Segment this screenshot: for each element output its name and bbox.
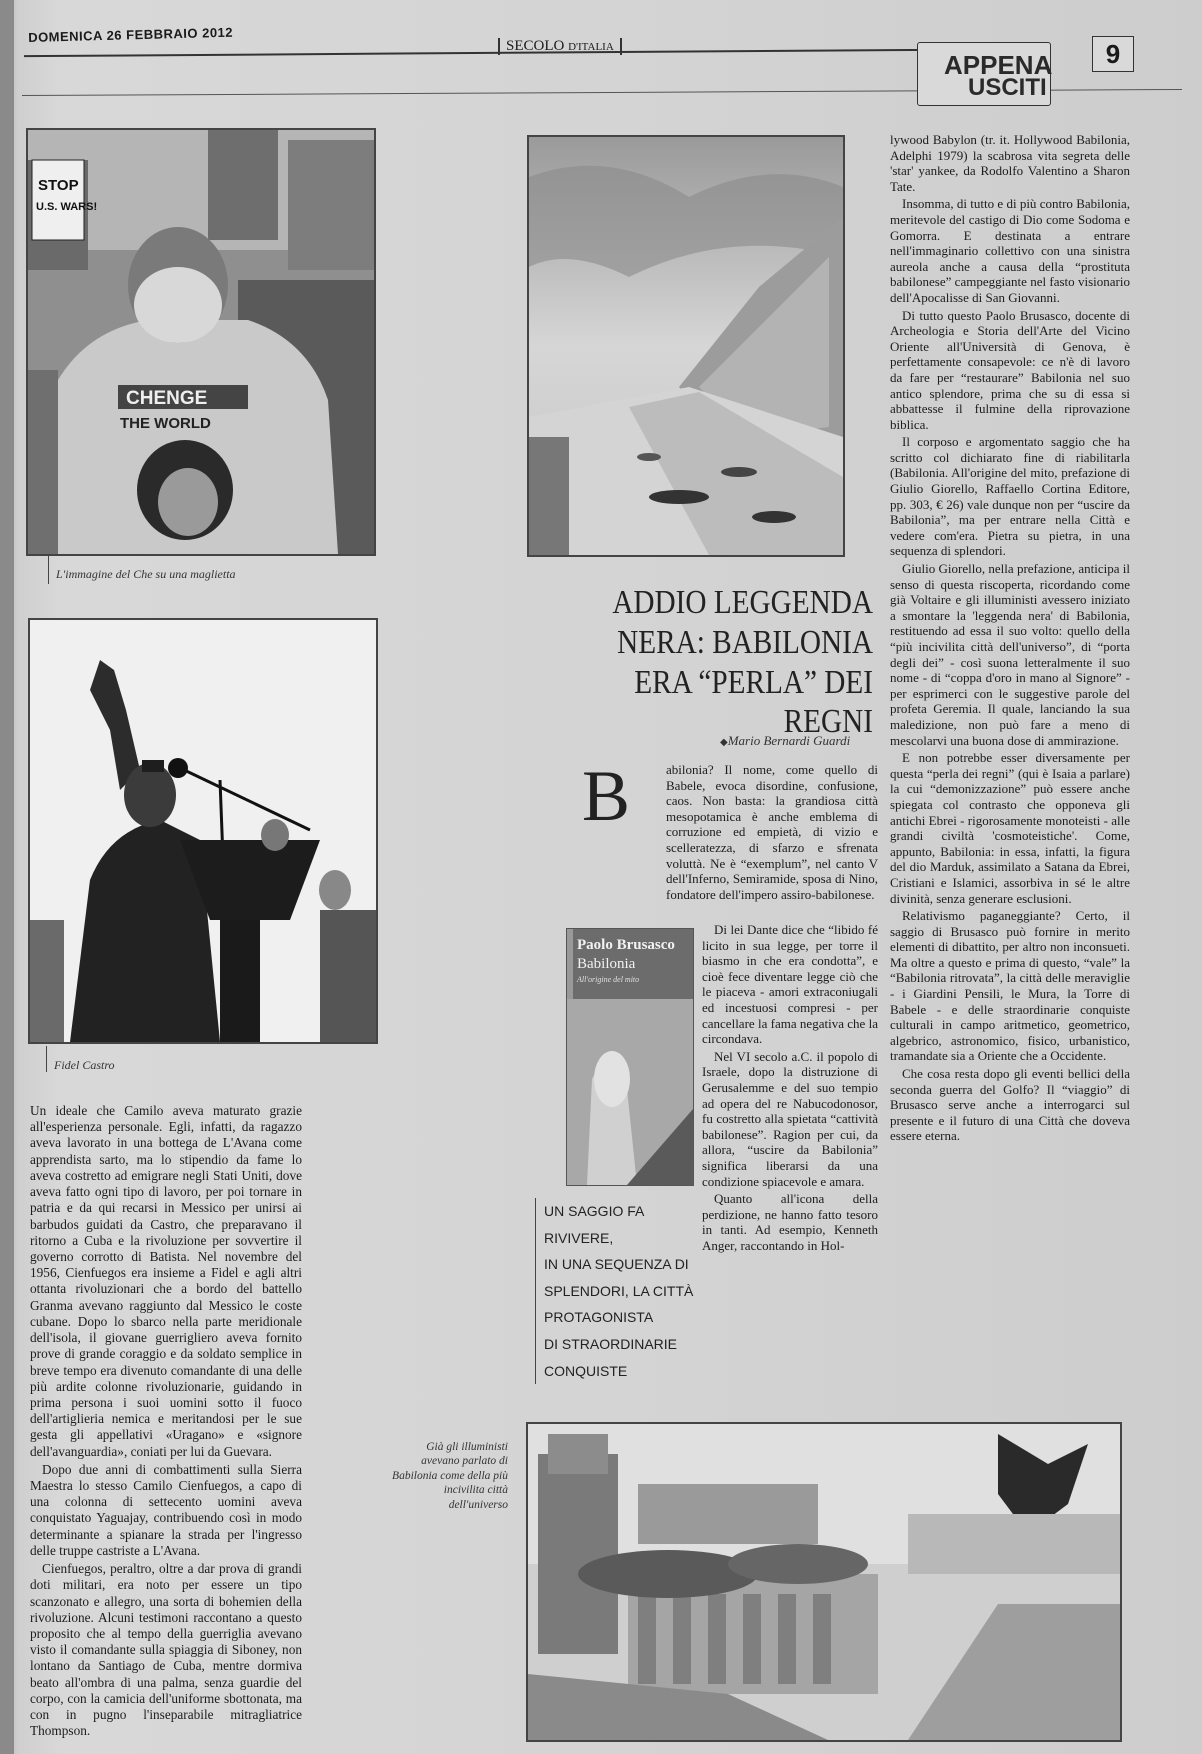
article-paragraph: lywood Babylon (tr. it. Hollywood Babilonia, Adelphi 1979) la scabrosa vita segreta delle 'star' yankee, da Rodolfo Valentino a Sharon Tate. [890,132,1130,194]
article-paragraph: Il corposo e argomentato saggio che ha scritto col dichiarato fine di riabilitarla (Babilonia. All'origine del mito, prefazione di Giulio Giorello, Raffaello Cortina Editore, pp. 303, € 26) vale dunque non per “uscire da Babilonia”, ma per entrare nella Città e vedere com'era. Pietra su pietra, in una sequenza di splendori. [890,434,1130,559]
caption-rule [48,556,49,584]
hanging-gardens-image [528,1424,1120,1740]
section-label-line2: USCITI [968,74,1047,101]
svg-text:THE WORLD: THE WORLD [120,415,211,432]
article-paragraph: Che cosa resta dopo gli eventi bellici della seconda guerra del Golfo? Il “viaggio” di Brusasco serve anche a interrogarci sul presente e il futuro di una Città che doveva essere eterna. [890,1066,1130,1144]
paper-name-main: SECOLO [506,38,565,54]
article-paragraph: Di lei Dante dice che “libido fé licito in sua legge, per torre il biasmo in che era condotta”, e cioè fece diventare legge ciò che le piaceva - amori extraconiugali ed incestuosi compresi - per cancellare la fama negativa che la circondava. [702,922,878,1047]
pull-quote [535,1198,699,1384]
pull-quote-line: DI STRAORDINARIE [544,1335,678,1352]
article-byline: ◆ Mario Bernardi Guardi [720,733,850,749]
photo-hanging-gardens [526,1422,1122,1742]
caption-hanging-gardens: Già gli illuministi avevano parlato di Babilonia come della più incivilita città dell'universo [392,1441,508,1511]
book-author: Paolo Brusasco [577,937,675,953]
pull-quote-line: PROTAGONISTA [544,1309,654,1326]
svg-text:U.S. WARS!: U.S. WARS! [36,201,98,213]
photo-che-tshirt-image [28,130,374,554]
section-label-line1: APPENA [944,50,1053,80]
article-headline: ADDIO LEGGENDA NERA: BABILONIA ERA “PERLA” DEI REGNI [612,584,873,741]
header-rule [24,49,934,57]
caption-che-photo: L'immagine del Che su una maglietta [56,567,236,581]
article-paragraph: Relativismo paganeggiante? Certo, il saggio di Brusasco può fornire in merito elementi di dibattito, per altro non inconsueti. Ma oltre a questo e prima di questo, “vale” la “Babilonia ritrovata”, la città delle meraviglie - i Giardini Pensili, le Mura, la Torre di Babele - e delle straordinarie conquiste culturali in campo aritmetico, geometrico, algebrico, astronomico, fisico, urbanistico, tramandate sia a Oriente che a Occidente. [890,908,1130,1064]
pull-quote-line: SPLENDORI, LA CITTÀ [544,1282,694,1299]
photo-che-tshirt [26,128,376,556]
book-title: Babilonia [577,956,636,972]
left-article-column [30,1103,302,1742]
issue-date: DOMENICA 26 FEBBRAIO 2012 [28,24,234,45]
svg-text:CHENGE: CHENGE [126,388,208,409]
paper-name-suffix: D'ITALIA [568,41,614,53]
page-gutter [0,0,14,1754]
babylon-canal-image [529,137,843,555]
article-dropcap: B [582,756,631,836]
photo-babylon-canal [527,135,845,557]
svg-text:STOP: STOP [38,177,79,194]
left-paragraph: Dopo due anni di combattimenti sulla Sierra Maestra lo stesso Camilo Cienfuegos, a capo di una colonna di settecento uomini aveva conquistato Yaguajay, contribuendo così in modo determinante a spianare la strada per l'ingresso delle truppe castriste a L'Avana. [30,1461,302,1558]
article-column-1b [702,922,878,1255]
paper-name [498,38,622,55]
left-paragraph: Un ideale che Camilo aveva maturato grazie all'esperienza personale. Egli, infatti, da ragazzo aveva lavorato in una bottega de L'Avana come apprendista sarto, ma lo stipendio da fame lo aveva costretto ad emigrare negli Stati Uniti, dove aveva fatto ogni tipo di lavoro, per poi tornare in patria e da qui recarsi in Messico per unirsi ai barbudos guidati da Castro, che preparavano il ritorno a Cuba e la rivoluzione per sovvertire il governo corrotto di Batista. Nel novembre del 1956, Cienfuegos era insieme a Fidel e agli altri ottanta rivoluzionari che a bordo del battello Granma avevano raggiunto dal Messico le coste cubane. Dopo lo sbarco nella parte meridionale dell'isola, il giovane guerrigliero aveva fornito prove di grande coraggio e da soldato semplice in breve tempo era divenuto comandante di una delle più ardite colonne rivoluzionarie, guidando in prima persona i suoi uomini sotto il fuoco dell'artiglieria nemica e meritandosi per le sue gesta gli appellativi «Uragano» e «signore dell'avanguardia», coniati per lui da Guevara. [30,1103,302,1459]
pull-quote-line: CONQUISTE [544,1362,628,1379]
article-column-1 [666,762,878,904]
photo-castro-image [30,620,376,1042]
article-paragraph: E non potrebbe esser diversamente per questa “perla dei regni” (qui è Isaia a parlare) la cui “demonizzazione” può essere anche spiegata col contrasto che opponeva gli antichi Ebrei - rigorosamente monoteisti - alle grandi civiltà 'cosmoteistiche'. Come, appunto, Babilonia: in essa, infatti, la figura del dio Marduk, assimilato a Satana da Ebrei, Cristiani e Islamici, assorbiva in sé le altre divinità, senza generare esclusioni. [890,750,1130,906]
page-number: 9 [1092,36,1134,72]
article-column-2 [890,132,1130,1146]
article-paragraph: Nel VI secolo a.C. il popolo di Israele, dopo la distruzione di Gerusalemme e del suo tempio ad opera del re Nabucodonosor, fu costretto alla spietata “cattività babilonese”. Ragion per cui, da allora, “uscire da Babilonia” significa liberarsi da una condizione spiacevole e amara. [702,1048,878,1189]
article-paragraph: Insomma, di tutto e di più contro Babilonia, meritevole del castigo di Dio come Sodoma e Gomorra. E destinata a entrare nell'immaginario collettivo con una sinistra aureola anche a causa della “prostituta babilonese” campeggiante nel fasto visionario dell'Apocalisse di San Giovanni. [890,196,1130,305]
caption-rule [46,1046,47,1072]
book-cover [566,928,694,1186]
photo-fidel-castro [28,618,378,1044]
pull-quote-line: UN SAGGIO FA RIVIVERE, [544,1203,644,1246]
article-paragraph: abilonia? Il nome, come quello di Babele, evoca disordine, confusione, caos. Non basta: la grandiosa città mesopotamica è anche emblema di corruzione ed empietà, di vizio e scelleratezza, di sfarzo e sfrenata voluttà. Ne è “exemplum”, nel canto V dell'Inferno, Semiramide, sposa di Nino, fondatore dell'impero assiro-babilonese. [666,762,878,902]
left-paragraph: Cienfuegos, peraltro, oltre a dar prova di grandi doti militari, era noto per essere un tipo scanzonato e allegro, una sorta di bohemien della rivoluzione. Alcuni testimoni raccontano a questo proposito che al tempo della guerriglia avevano visto il comandante sulla spiaggia di Siboney, non lontano da Santiago de Cuba, mentre dormiva beato all'ombra di una palma, senza guardie del corpo, con la camicia dell'uniforme sbottonata, ma con in pugno l'inseparabile mitragliatrice Thompson. [30,1561,302,1739]
article-paragraph: Giulio Giorello, nella prefazione, anticipa il senso di questa riscoperta, ricordando come già Voltaire e gli illuministi avessero iniziato a smontare la 'leggenda nera' di Babilonia, restituendo ad essa il suo volto: quello della “più incivilita città dell'universo”, di “porta degli dei” - così suona letteralmente il suo nome - di “coppa d'oro in mano al Signore” - per esprimerci con le suggestive parole del profeta Geremia. Il quale, lanciando la sua maledizione, non può fare a meno di mescolarvi una buona dose di ammirazione. [890,561,1130,748]
article-paragraph: Di tutto questo Paolo Brusasco, docente di Archeologia e Storia dell'Arte del Vicino Oriente all'Università di Genova, è perfettamente consapevole: ce n'è di lavoro da fare per “restaurare” Babilonia nel suo antico splendore, prima che su di essa si abbattesse il fulmine della riprovazione biblica. [890,307,1130,432]
caption-castro-photo: Fidel Castro [54,1058,115,1072]
article-paragraph: Quanto all'icona della perdizione, ne hanno fatto tesoro in tanti. Ad esempio, Kenneth Anger, raccontando in Hol- [702,1191,878,1253]
pull-quote-line: IN UNA SEQUENZA DI [544,1256,689,1273]
book-subtitle: All'origine del mito [577,975,640,984]
